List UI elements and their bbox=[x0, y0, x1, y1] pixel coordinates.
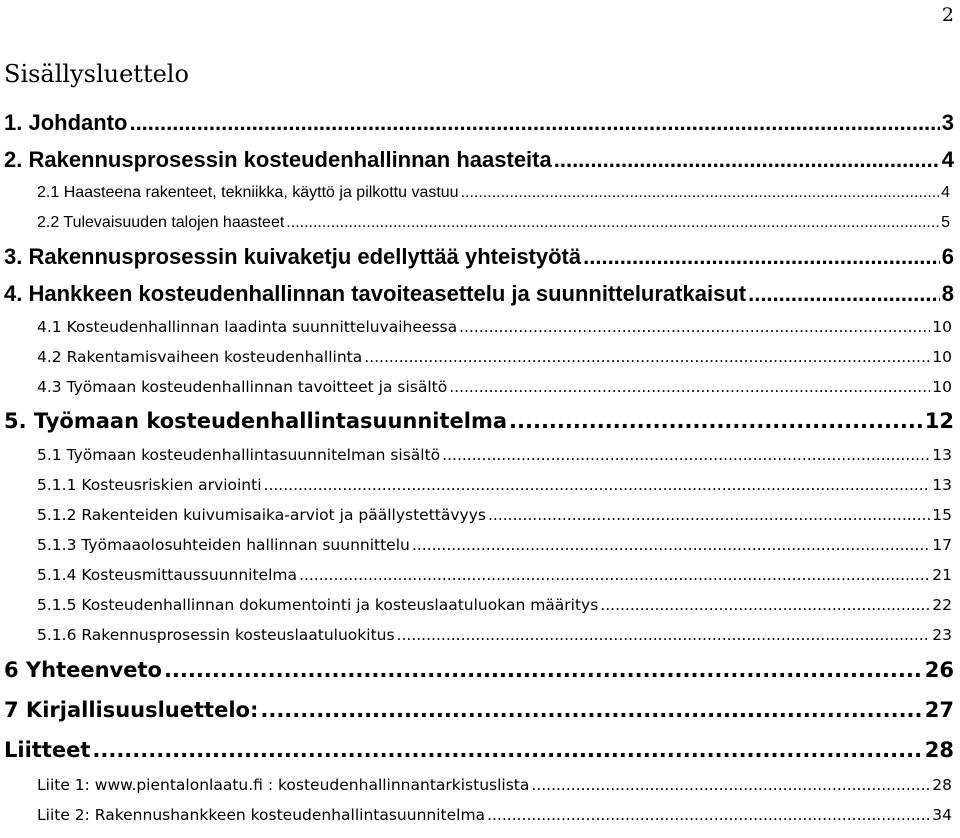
toc-entry-page: 10 bbox=[932, 348, 952, 366]
toc-entry-label: 3. Rakennusprosessin kuivaketju edellyttää yhteistyötä bbox=[4, 244, 582, 269]
toc-entry-label: 4.1 Kosteudenhallinnan laadinta suunnitteluvaiheessa bbox=[37, 318, 458, 336]
dot-leader bbox=[583, 238, 940, 275]
toc-entry-label: Liite 1: www.pientalonlaatu.fi : kosteudenhallinnantarkistuslista bbox=[37, 776, 530, 794]
toc-entry-page: 28 bbox=[932, 776, 952, 794]
toc-entry[interactable] bbox=[0, 470, 960, 500]
toc-entry-page: 21 bbox=[932, 566, 952, 584]
toc-entry-label: 4.3 Työmaan kosteudenhallinnan tavoitteet ja sisältö bbox=[37, 378, 448, 396]
dot-leader bbox=[92, 730, 922, 770]
dot-leader bbox=[286, 208, 939, 238]
toc-entry-page: 3 bbox=[941, 110, 954, 135]
toc-entry-page: 13 bbox=[932, 476, 952, 494]
toc-entry-page: 23 bbox=[932, 626, 952, 644]
toc-entry-page: 4 bbox=[941, 184, 950, 201]
toc-entry-page: 22 bbox=[932, 596, 952, 614]
dot-leader bbox=[260, 690, 922, 730]
toc-entry-label: 2.2 Tulevaisuuden talojen haasteet bbox=[37, 214, 285, 231]
toc-entry[interactable] bbox=[0, 650, 960, 690]
dot-leader bbox=[509, 402, 923, 440]
toc-entry-label: 5.1.1 Kosteusriskien arviointi bbox=[37, 476, 262, 494]
toc-entry-label: 7 Kirjallisuusluettelo: bbox=[4, 698, 259, 722]
toc-entry-page: 17 bbox=[932, 536, 952, 554]
dot-leader bbox=[554, 141, 940, 178]
dot-leader bbox=[487, 800, 930, 830]
toc-entry-label: 2.1 Haasteena rakenteet, tekniikka, käyttö ja pilkottu vastuu bbox=[37, 184, 459, 201]
toc-entry[interactable] bbox=[0, 800, 960, 830]
toc-entry-label: 5.1 Työmaan kosteudenhallintasuunnitelman sisältö bbox=[37, 446, 441, 464]
toc-entry-label: 4. Hankkeen kosteudenhallinnan tavoiteasettelu ja suunnitteluratkaisut bbox=[4, 281, 747, 306]
toc-entry[interactable] bbox=[0, 402, 960, 440]
dot-leader bbox=[129, 104, 939, 141]
toc-entry[interactable] bbox=[0, 730, 960, 770]
toc-entry[interactable] bbox=[0, 690, 960, 730]
toc-entry[interactable] bbox=[0, 208, 960, 238]
toc-entry-page: 8 bbox=[941, 281, 954, 306]
toc-entry-label: 5. Työmaan kosteudenhallintasuunnitelma bbox=[4, 409, 508, 433]
toc-entry[interactable] bbox=[0, 178, 960, 208]
toc-entry[interactable] bbox=[0, 440, 960, 470]
toc-entry-page: 5 bbox=[941, 214, 950, 231]
dot-leader bbox=[488, 500, 930, 530]
toc-entry-label: 2. Rakennusprosessin kosteudenhallinnan haasteita bbox=[4, 147, 552, 172]
dot-leader bbox=[264, 470, 931, 500]
dot-leader bbox=[299, 560, 930, 590]
toc-entry[interactable] bbox=[0, 530, 960, 560]
dot-leader bbox=[164, 650, 923, 690]
dot-leader bbox=[531, 770, 930, 800]
dot-leader bbox=[449, 372, 930, 402]
toc-entry[interactable] bbox=[0, 500, 960, 530]
toc-entry-page: 10 bbox=[932, 318, 952, 336]
toc-entry-page: 6 bbox=[941, 244, 954, 269]
toc-entry-page: 13 bbox=[932, 446, 952, 464]
toc-entry-label: 1. Johdanto bbox=[4, 110, 128, 135]
toc-entry-label: 5.1.4 Kosteusmittaussuunnitelma bbox=[37, 566, 297, 584]
dot-leader bbox=[459, 312, 930, 342]
toc-entry-page: 10 bbox=[932, 378, 952, 396]
toc-entry[interactable] bbox=[0, 312, 960, 342]
toc-entry-page: 15 bbox=[932, 506, 952, 524]
toc-entry[interactable] bbox=[0, 620, 960, 650]
dot-leader bbox=[461, 178, 940, 208]
toc-entry[interactable] bbox=[0, 560, 960, 590]
toc-entry[interactable] bbox=[0, 141, 960, 178]
toc-entry-label: 5.1.6 Rakennusprosessin kosteuslaatuluokitus bbox=[37, 626, 395, 644]
toc-entry[interactable] bbox=[0, 342, 960, 372]
toc-entry-page: 26 bbox=[924, 658, 954, 682]
dot-leader bbox=[442, 440, 930, 470]
dot-leader bbox=[748, 275, 940, 312]
toc-entry-label: Liite 2: Rakennushankkeen kosteudenhallintasuunnitelma bbox=[37, 806, 486, 824]
toc-entry[interactable] bbox=[0, 238, 960, 275]
toc-entry[interactable] bbox=[0, 372, 960, 402]
toc-entry-label: 5.1.2 Rakenteiden kuivumisaika-arviot ja päällystettävyys bbox=[37, 506, 486, 524]
toc-entry-label: 6 Yhteenveto bbox=[4, 658, 162, 682]
toc-entry[interactable] bbox=[0, 104, 960, 141]
toc-title: Sisällysluettelo bbox=[4, 60, 189, 88]
toc-entry[interactable] bbox=[0, 770, 960, 800]
toc-entry-label: 4.2 Rakentamisvaiheen kosteudenhallinta bbox=[37, 348, 363, 366]
toc-entry-page: 28 bbox=[924, 738, 954, 762]
toc-entry-page: 4 bbox=[941, 147, 954, 172]
page-number: 2 bbox=[941, 4, 954, 26]
toc-entry-page: 27 bbox=[924, 698, 954, 722]
toc-entry-page: 12 bbox=[924, 409, 954, 433]
dot-leader bbox=[397, 620, 931, 650]
dot-leader bbox=[412, 530, 930, 560]
toc-entry-label: Liitteet bbox=[4, 738, 91, 762]
toc-entry-page: 34 bbox=[932, 806, 952, 824]
dot-leader bbox=[600, 590, 930, 620]
toc-entry-label: 5.1.3 Työmaaolosuhteiden hallinnan suunnittelu bbox=[37, 536, 410, 554]
dot-leader bbox=[364, 342, 930, 372]
toc-entry-label: 5.1.5 Kosteudenhallinnan dokumentointi ja kosteuslaatuluokan määritys bbox=[37, 596, 599, 614]
toc-entry[interactable] bbox=[0, 590, 960, 620]
toc-entry[interactable] bbox=[0, 275, 960, 312]
toc-entries bbox=[0, 104, 960, 830]
